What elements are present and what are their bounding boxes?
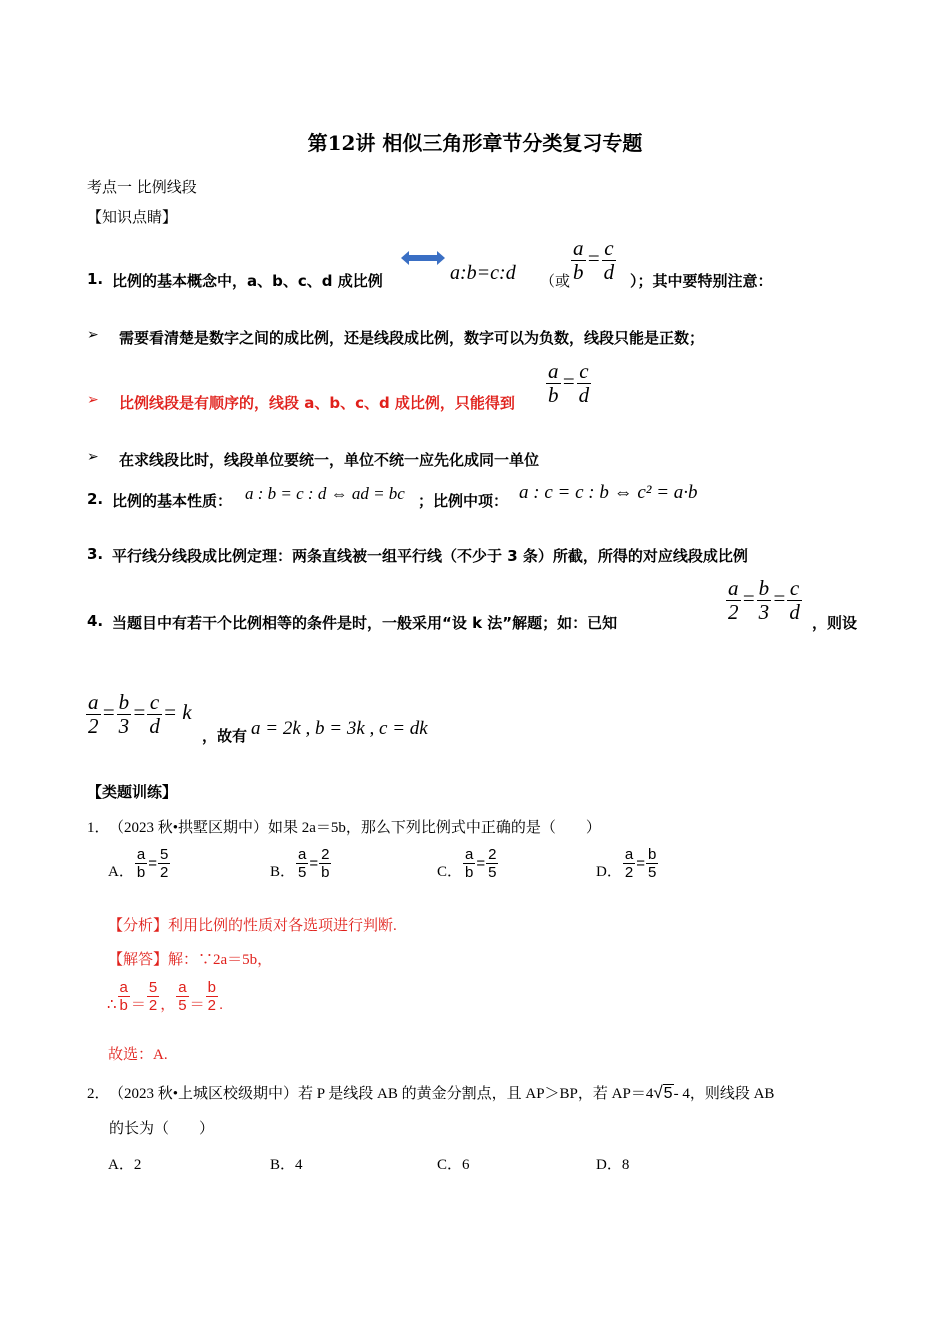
- frac-den: b: [136, 864, 146, 881]
- q2-option-b[interactable]: B．4: [270, 1157, 303, 1173]
- q1-option-b[interactable]: B． $\frac{a}{5}$ = $\frac{2}{b}$: [270, 846, 330, 881]
- frac-den: 3: [118, 714, 130, 738]
- analysis-text: 利用比例的性质对各选项进行判断.: [168, 918, 397, 934]
- double-arrow-icon: [399, 249, 447, 267]
- q2-option-d[interactable]: D．8: [596, 1157, 630, 1173]
- frac-den: 2: [207, 997, 216, 1014]
- answer-text: 解：∵2a＝5b，: [168, 952, 273, 968]
- frac-den: d: [603, 260, 615, 284]
- q1-option-d[interactable]: D． $\frac{a}{2}$ = $\frac{b}{5}$: [596, 846, 657, 881]
- frac-num: a: [136, 846, 146, 863]
- frac-num: 5: [148, 979, 158, 996]
- practice-header: 【类题训练】: [87, 783, 178, 801]
- q1-number: 1．: [87, 820, 110, 836]
- frac-den: 2: [88, 714, 99, 738]
- frac-den: d: [578, 383, 590, 407]
- q2-text-b: - 4，则线段 AB: [673, 1086, 775, 1102]
- frac-den: b: [321, 864, 330, 881]
- frac-den: 3: [758, 600, 770, 624]
- frac-num: c: [604, 236, 614, 260]
- frac-num: b: [207, 979, 216, 996]
- frac-den: 2: [624, 864, 634, 881]
- page-title: 第12讲 相似三角形章节分类复习专题: [307, 131, 643, 155]
- bullet-text: 在求线段比时，线段单位要统一，单位不统一应先化成同一单位: [119, 451, 540, 469]
- k1-formula: a:b=c:d: [450, 262, 516, 284]
- q2-text-a: （2023 秋•上城区校级期中）若 P 是线段 AB 的黄金分割点，且 AP＞BP，若 AP＝4: [109, 1086, 654, 1102]
- frac-den: 5: [178, 997, 187, 1014]
- q1-therefore: ∴ $\frac{a}{b}$ ＝ $\frac{5}{2}$ ， $\frac{a}{5}$ ＝ $\frac{b}{2}$ .: [107, 979, 224, 1014]
- k2-formula2: a : c = c : b ⇔ c² = a·b: [519, 482, 698, 503]
- bullet-arrow-icon: ➢: [87, 449, 99, 465]
- frac-num: a: [88, 690, 99, 714]
- k3-number: 3.: [87, 545, 104, 563]
- frac-den: 2: [159, 864, 169, 881]
- k4-text: 当题目中有若干个比例相等的条件是时，一般采用“设 k 法”解题；如：已知: [112, 614, 618, 632]
- bullet-arrow-icon: ➢: [87, 392, 99, 408]
- k4-set-fraction: $\frac{a}{2}$ = $\frac{b}{3}$ = $\frac{c}{d}$ = k: [88, 690, 192, 738]
- therefore-symbol: ∴: [107, 996, 117, 1013]
- k2-number: 2.: [87, 490, 104, 508]
- q1-choice: 故选：A.: [108, 1047, 168, 1063]
- frac-den: b: [465, 864, 474, 881]
- frac-den: 5: [647, 864, 657, 881]
- frac-num: b: [758, 576, 770, 600]
- frac-num: a: [728, 576, 739, 600]
- option-label: A．: [108, 864, 134, 880]
- k1-number: 1.: [87, 270, 104, 288]
- frac-num: 2: [488, 846, 497, 863]
- section-label: 考点一 比例线段: [87, 178, 197, 196]
- bullet-text: 需要看清楚是数字之间的成比例，还是线段成比例，数字可以为负数，线段只能是正数；: [119, 329, 705, 347]
- frac-num: a: [624, 846, 634, 863]
- frac-num: a: [298, 846, 307, 863]
- k3-text: 平行线分线段成比例定理：两条直线被一组平行线（不少于 3 条）所截，所得的对应线段成比例: [112, 547, 748, 565]
- k4-tail: ，则设: [812, 614, 858, 632]
- bullet-fraction: $\frac{a}{b}$ = $\frac{c}{d}$: [548, 359, 590, 407]
- frac-num: a: [465, 846, 474, 863]
- frac-den: 5: [298, 864, 307, 881]
- analysis-tag: 【分析】: [108, 918, 169, 934]
- q2-number: 2．: [87, 1086, 110, 1102]
- frac-num: c: [149, 690, 160, 714]
- k1-fraction: $\frac{a}{b}$ = $\frac{c}{d}$: [573, 236, 615, 284]
- frac-num: a: [573, 236, 584, 260]
- bullet-arrow-icon: ➢: [87, 327, 99, 343]
- answer-tag: 【解答】: [108, 952, 169, 968]
- option-label: C．: [437, 864, 463, 880]
- frac-num: 2: [321, 846, 330, 863]
- frac-den: b: [119, 997, 128, 1014]
- k4-result: a = 2k , b = 3k , c = dk: [251, 718, 428, 739]
- k4-so: ，故有: [202, 727, 248, 745]
- q1-answer: [108, 948, 272, 969]
- frac-den: d: [789, 600, 800, 624]
- q2-option-a[interactable]: A．2: [108, 1157, 142, 1173]
- frac-den: 2: [148, 997, 158, 1014]
- frac-num: a: [178, 979, 187, 996]
- frac-den: b: [573, 260, 584, 284]
- frac-num: 5: [159, 846, 169, 863]
- q2-text: [109, 1082, 774, 1103]
- sqrt-icon: √: [653, 1083, 663, 1102]
- frac-num: a: [119, 979, 128, 996]
- k1-or: （或: [540, 272, 571, 290]
- frac-den: 5: [488, 864, 497, 881]
- knowledge-header: 【知识点睛】: [87, 208, 178, 226]
- q1-option-a[interactable]: A． $\frac{a}{b}$ = $\frac{5}{2}$: [108, 846, 169, 881]
- k2-formula: a : b = c : d ⇔ ad = bc: [245, 484, 405, 503]
- frac-num: b: [118, 690, 130, 714]
- frac-den: d: [149, 714, 160, 738]
- q1-analysis: [108, 914, 397, 935]
- q2-option-c[interactable]: C．6: [437, 1157, 470, 1173]
- sqrt-radicand: 5: [663, 1085, 673, 1102]
- q1-option-c[interactable]: C． $\frac{a}{b}$ = $\frac{2}{5}$: [437, 846, 497, 881]
- k4-given-fraction: $\frac{a}{2}$ = $\frac{b}{3}$ = $\frac{c}{d}$: [728, 576, 800, 624]
- k1-text: 比例的基本概念中，a、b、c、d 成比例: [112, 272, 383, 290]
- k4-k: = k: [162, 700, 192, 724]
- q2-line2: 的长为（ ）: [109, 1121, 215, 1137]
- frac-num: a: [548, 359, 559, 383]
- k1-close: ）；其中要特别注意：: [630, 272, 773, 290]
- frac-num: c: [579, 359, 589, 383]
- frac-den: 2: [728, 600, 739, 624]
- k4-number: 4.: [87, 612, 104, 630]
- bullet-text-red: 比例线段是有顺序的，线段 a、b、c、d 成比例，只能得到: [119, 394, 515, 412]
- frac-num: b: [647, 846, 657, 863]
- k2-label: 比例的基本性质：: [112, 492, 233, 510]
- q1-text: （2023 秋•拱墅区期中）如果 2a＝5b，那么下列比例式中正确的是（ ）: [109, 820, 601, 836]
- option-label: B．: [270, 864, 296, 880]
- option-label: D．: [596, 864, 622, 880]
- frac-num: c: [789, 576, 800, 600]
- frac-den: b: [548, 383, 559, 407]
- k2-sep: ；比例中项：: [418, 492, 509, 510]
